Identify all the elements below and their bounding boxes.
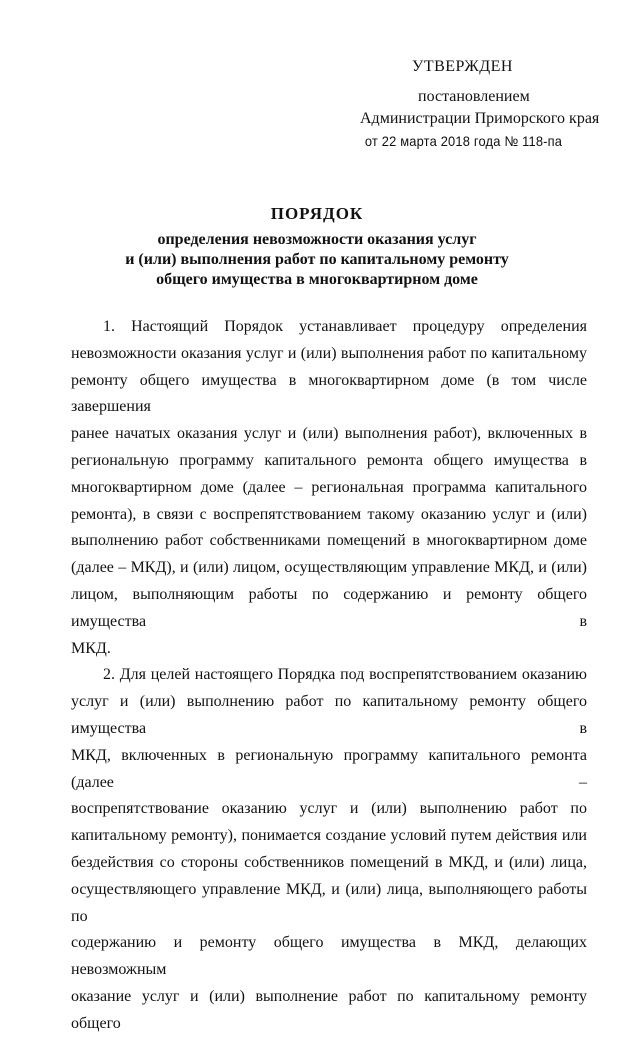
approval-issuer: Администрации Приморского края [360,110,600,127]
document-subtitle [0,230,634,290]
approval-date-number: от 22 марта 2018 года № 118-па [364,133,563,149]
text-line: выполнению работ собственниками помещений в многоквартирном доме [71,532,587,550]
approval-block [340,56,610,152]
text-line: лицом, выполняющим работы по содержанию и ремонту общего имущества в [71,585,587,630]
subtitle-line: общего имущества в многоквартирном доме [156,271,478,288]
text-line: ранее начатых оказания услуг и (или) выполнения работ), включенных в [71,425,587,443]
approval-resolution-label: постановлением [418,88,530,105]
text-line: (далее – МКД), и (или) лицом, осуществляющим управление МКД, и (или) [71,559,587,577]
text-line: региональную программу капитального ремонта общего имущества в [71,451,587,469]
text-line: невозможности оказания услуг и (или) выполнения работ по капитальному [71,344,587,362]
text-line: содержанию и ремонту общего имущества в МКД, делающих невозможным [71,934,587,979]
text-line: воспрепятствование оказанию услуг и (или) выполнению работ по [71,800,587,818]
text-line: осуществляющего управление МКД, и (или) лица, выполняющего работы по [71,880,587,925]
text-line: МКД. [71,639,111,657]
text-line: 1. Настоящий Порядок устанавливает процедуру определения [103,318,587,335]
approval-heading: УТВЕРЖДЕН [412,58,513,75]
text-line: оказание услуг и (или) выполнение работ по капитальному ремонту общего [71,987,587,1032]
text-line: ремонта), в связи с воспрепятствованием такому оказанию услуг и (или) [71,505,587,523]
paragraph-1 [71,314,587,662]
subtitle-line: определения невозможности оказания услуг [157,231,477,248]
document-body [71,314,587,1038]
text-line: капитальному ремонту), понимается создание условий путем действия или [71,827,587,845]
text-line: услуг и (или) выполнению работ по капитальному ремонту общего имущества в [71,693,587,737]
paragraph-2 [71,662,587,1037]
text-line: 2. Для целей настоящего Порядка под воспрепятствованием оказанию [103,666,587,684]
text-line: бездействия со стороны собственников помещений в МКД, и (или) лица, [71,853,587,871]
subtitle-line: и (или) выполнения работ по капитальному ремонту [125,251,509,268]
text-line: МКД, включенных в региональную программу капитального ремонта (далее – [71,746,587,791]
document-title: ПОРЯДОК [270,204,364,223]
text-line: ремонту общего имущества в многоквартирном доме (в том числе завершения [71,371,587,416]
text-line: многоквартирном доме (далее – региональная программа капитального [71,478,587,496]
